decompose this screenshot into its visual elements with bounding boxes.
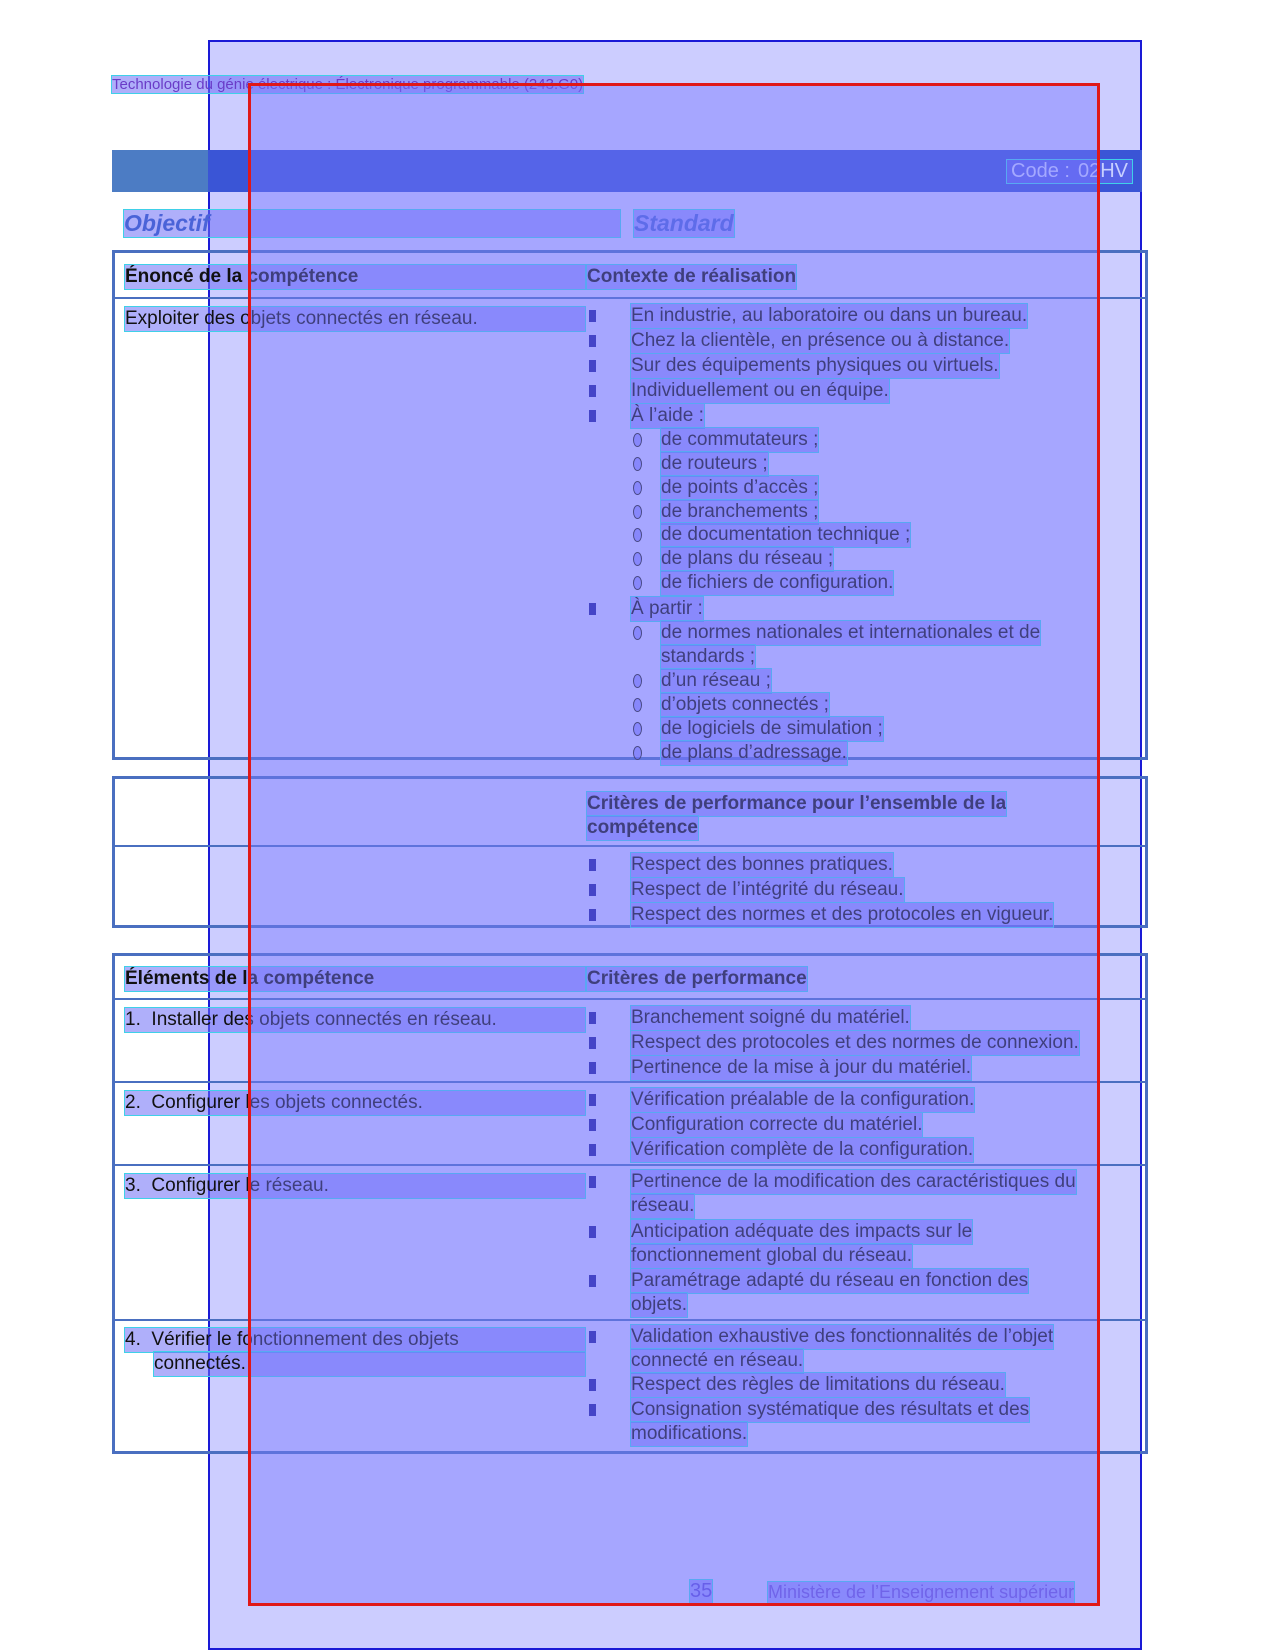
element-number: 2. — [125, 1092, 141, 1113]
criterion: Consignation systématique des résultats et des — [631, 1399, 1030, 1420]
partir-item: de normes nationales et internationales et de — [661, 622, 1041, 643]
banner-left-block — [112, 150, 208, 192]
criterion: Respect des règles de limitations du réseau. — [631, 1374, 1005, 1395]
partir-item: de plans d’adressage. — [661, 742, 847, 763]
criterion: Validation exhaustive des fonctionnalités de l’objet — [631, 1326, 1054, 1347]
overlay-inner-region — [248, 83, 1100, 1606]
standard-heading: Standard — [634, 210, 734, 236]
criteria-header: Critères de performance — [587, 968, 807, 989]
element-text: Vérifier le fonctionnement des objets — [151, 1329, 459, 1350]
context-item: À l’aide : — [631, 405, 704, 426]
aide-item: de routeurs ; — [661, 453, 768, 474]
page-number: 35 — [690, 1580, 713, 1602]
aide-item: de documentation technique ; — [661, 524, 911, 545]
criterion: Configuration correcte du matériel. — [631, 1114, 923, 1135]
element-number: 1. — [125, 1009, 141, 1030]
context-item: À partir : — [631, 598, 703, 619]
element-text-continuation: connectés. — [154, 1352, 585, 1376]
criterion-continuation: connecté en réseau. — [631, 1350, 804, 1371]
global-criteria-header-continuation: compétence — [587, 817, 698, 838]
code-value: 02HV — [1077, 160, 1128, 182]
partir-item: d’un réseau ; — [661, 670, 771, 691]
competency-statement: Exploiter des objets connectés en réseau. — [125, 307, 585, 331]
element-number: 3. — [125, 1175, 141, 1196]
criterion: Paramétrage adapté du réseau en fonction des — [631, 1270, 1029, 1291]
partir-item: d’objets connectés ; — [661, 694, 829, 715]
aide-item: de branchements ; — [661, 501, 819, 522]
criterion-continuation: fonctionnement global du réseau. — [631, 1245, 912, 1266]
criterion-continuation: réseau. — [631, 1195, 695, 1216]
elements-header: Éléments de la compétence — [125, 967, 585, 991]
aide-item: de fichiers de configuration. — [661, 572, 894, 593]
statement-header: Énoncé de la compétence — [125, 265, 585, 289]
context-header: Contexte de réalisation — [587, 266, 797, 287]
partir-item-continuation: standards ; — [661, 646, 755, 667]
partir-item: de logiciels de simulation ; — [661, 718, 883, 739]
footer-ministry: Ministère de l’Enseignement supérieur — [768, 1582, 1075, 1602]
criterion: Respect des protocoles et des normes de connexion. — [631, 1032, 1079, 1053]
criterion: Branchement soigné du matériel. — [631, 1007, 910, 1028]
criterion-continuation: objets. — [631, 1294, 687, 1315]
global-criterion: Respect des normes et des protocoles en vigueur. — [631, 904, 1054, 925]
context-item: Individuellement ou en équipe. — [631, 380, 889, 401]
global-criteria-header: Critères de performance pour l’ensemble de la — [587, 793, 1007, 814]
aide-item: de points d’accès ; — [661, 477, 819, 498]
context-item: Sur des équipements physiques ou virtuels. — [631, 355, 999, 376]
global-criterion: Respect de l’intégrité du réseau. — [631, 879, 904, 900]
criterion: Vérification complète de la configuration. — [631, 1139, 974, 1160]
criterion-continuation: modifications. — [631, 1423, 748, 1444]
context-item: En industrie, au laboratoire ou dans un bureau. — [631, 305, 1028, 326]
element-number: 4. — [125, 1329, 141, 1350]
global-criterion: Respect des bonnes pratiques. — [631, 854, 893, 875]
criterion: Pertinence de la modification des caractéristiques du — [631, 1171, 1076, 1192]
code-label: Code : — [1011, 160, 1070, 182]
criterion: Pertinence de la mise à jour du matériel. — [631, 1057, 972, 1078]
program-header: Technologie du génie électrique : Électronique programmable (243.G0) — [112, 76, 584, 93]
context-item: Chez la clientèle, en présence ou à distance. — [631, 330, 1010, 351]
criterion: Anticipation adéquate des impacts sur le — [631, 1221, 973, 1242]
objectif-heading: Objectif — [124, 210, 620, 237]
element-text: Configurer le réseau. — [151, 1175, 329, 1196]
aide-item: de commutateurs ; — [661, 429, 819, 450]
criterion: Vérification préalable de la configuration. — [631, 1089, 975, 1110]
aide-item: de plans du réseau ; — [661, 548, 834, 569]
element-text: Configurer les objets connectés. — [151, 1092, 423, 1113]
element-text: Installer des objets connectés en réseau. — [151, 1009, 497, 1030]
